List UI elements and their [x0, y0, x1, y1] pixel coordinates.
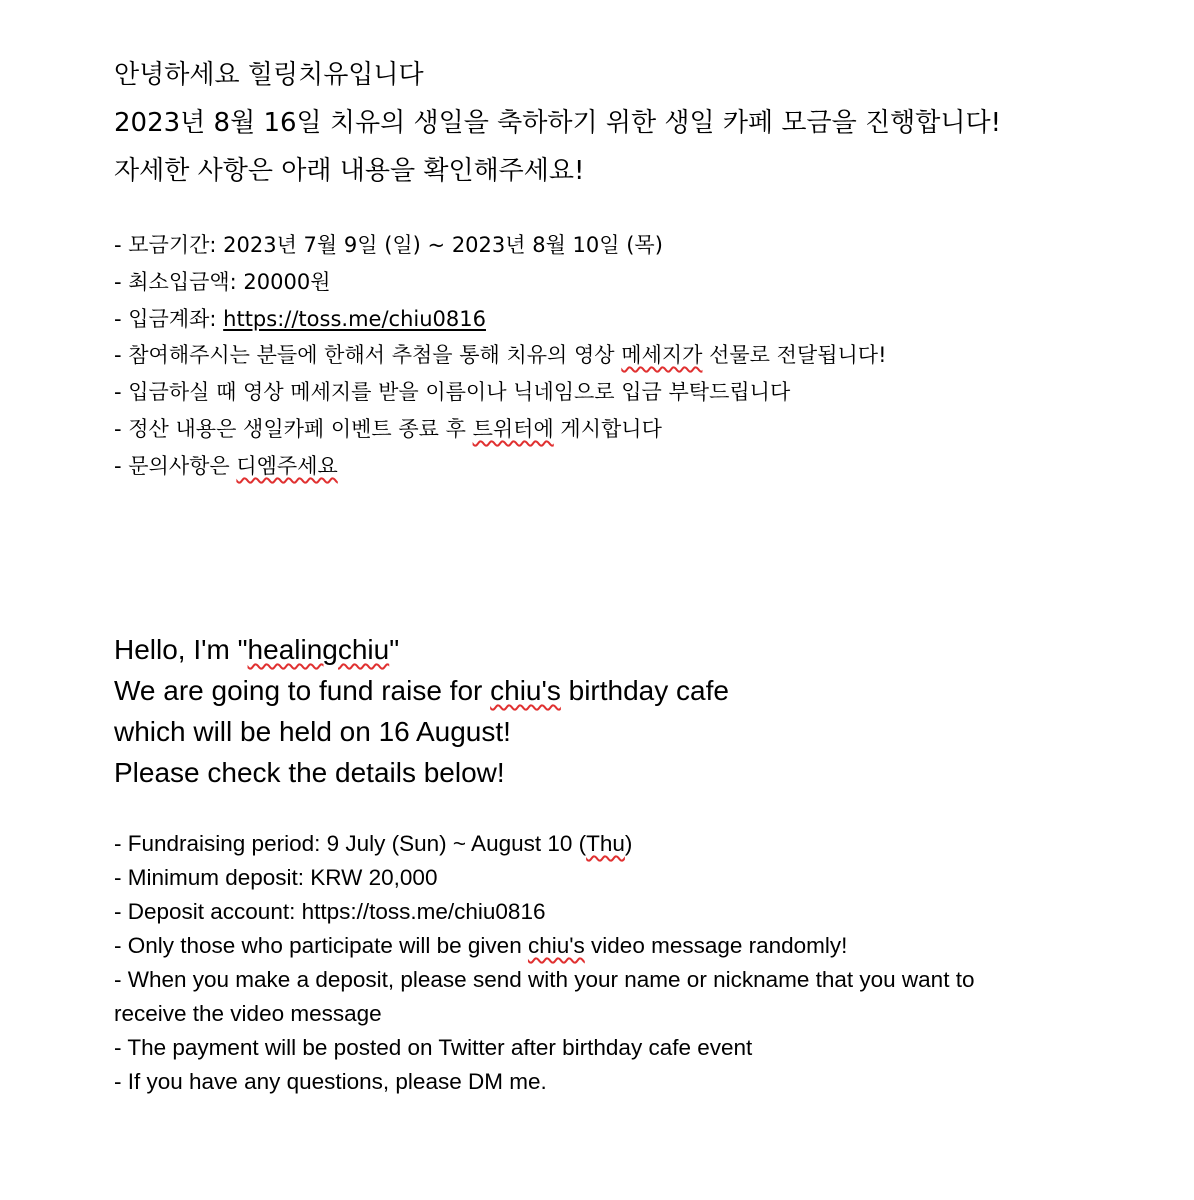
ko-spellcheck-word: 디엠주세요: [236, 454, 338, 478]
ko-spellcheck-word: 트위터에: [472, 417, 554, 441]
en-spellcheck-word: healingchiu: [247, 634, 390, 665]
ko-bullet-settlement: [114, 419, 662, 440]
en-bullet-video-a: - Only those who participate will be given: [114, 933, 528, 958]
ko-bullet-video-text-a: - 참여해주시는 분들에 한해서 추첨을 통해 치유의 영상: [114, 343, 622, 367]
ko-bullet-deposit-name: - 입금하실 때 영상 메세지를 받을 이름이나 닉네임으로 입금 부탁드립니다: [114, 380, 791, 404]
ko-bullet-account: [114, 309, 486, 330]
en-intro-line-2: [114, 677, 729, 705]
en-intro-line-1-b: ": [389, 634, 400, 665]
ko-bullet-inquiry: [114, 456, 338, 477]
ko-bullet-account-label: - 입금계좌:: [114, 307, 224, 331]
en-bullet-minimum: - Minimum deposit: KRW 20,000: [114, 865, 438, 890]
en-intro-line-1: [114, 636, 399, 664]
en-bullet-questions: - If you have any questions, please DM me.: [114, 1069, 547, 1094]
ko-intro-line-1: 안녕하세요 힐링치유입니다: [114, 60, 424, 90]
en-bullet-video-b: video message randomly!: [584, 933, 848, 958]
en-spellcheck-word: chiu's: [527, 933, 585, 958]
en-bullet-account: - Deposit account: https://toss.me/chiu0816: [114, 899, 546, 924]
ko-bullet-inquiry-text: - 문의사항은: [114, 454, 237, 478]
toss-link[interactable]: https://toss.me/chiu0816: [223, 307, 486, 331]
en-bullet-period-b: ): [624, 831, 633, 856]
ko-intro-line-3: 자세한 사항은 아래 내용을 확인해주세요!: [114, 156, 585, 186]
en-bullet-payment: - The payment will be posted on Twitter after birthday cafe event: [114, 1035, 753, 1060]
ko-intro-line-2: 2023년 8월 16일 치유의 생일을 축하하기 위한 생일 카페 모금을 진행합니다!: [114, 108, 1001, 138]
en-intro-line-2-b: birthday cafe: [560, 675, 729, 706]
ko-bullet-video-message: [114, 345, 887, 366]
ko-bullet-settlement-text-a: - 정산 내용은 생일카페 이벤트 종료 후: [114, 417, 473, 441]
en-intro-line-1-a: Hello, I'm ": [114, 634, 248, 665]
en-intro-line-3: which will be held on 16 August!: [114, 716, 511, 747]
en-spellcheck-word: Thu: [586, 831, 625, 856]
en-spellcheck-word: chiu's: [490, 675, 561, 706]
ko-spellcheck-word: 메세지가: [621, 343, 703, 367]
en-bullet-video-message: [114, 935, 847, 958]
ko-bullet-video-text-b: 선물로 전달됩니다!: [702, 343, 887, 367]
en-bullet-period: [114, 833, 632, 856]
ko-bullet-period: - 모금기간: 2023년 7월 9일 (일) ~ 2023년 8월 10일 (목): [114, 233, 663, 257]
en-intro-line-2-a: We are going to fund raise for: [114, 675, 491, 706]
en-intro-line-4: Please check the details below!: [114, 757, 505, 788]
en-bullet-deposit-name-line-1: - When you make a deposit, please send with your name or nickname that you want to: [114, 967, 975, 992]
en-bullet-deposit-name-line-2: receive the video message: [114, 1001, 382, 1026]
en-bullet-period-a: - Fundraising period: 9 July (Sun) ~ August 10 (: [114, 831, 587, 856]
ko-bullet-minimum: - 최소입금액: 20000원: [114, 270, 331, 294]
ko-bullet-settlement-text-b: 게시합니다: [553, 417, 662, 441]
